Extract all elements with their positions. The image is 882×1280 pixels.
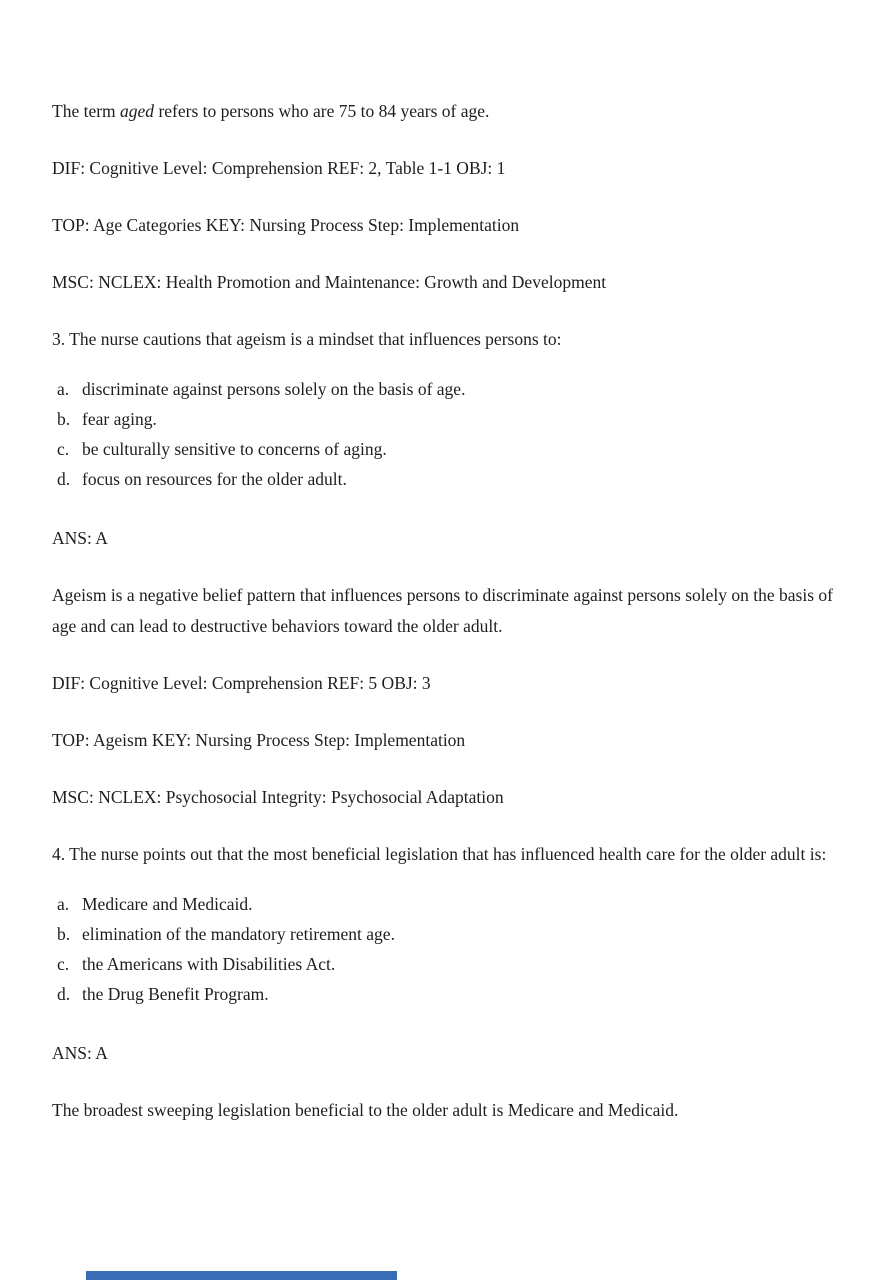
option-text: focus on resources for the older adult. xyxy=(82,469,347,489)
option-row xyxy=(57,949,838,979)
option-text: discriminate against persons solely on the basis of age. xyxy=(82,379,466,399)
question-4-options xyxy=(52,889,838,1009)
option-text: fear aging. xyxy=(82,409,157,429)
intro-suffix: refers to persons who are 75 to 84 years of age. xyxy=(154,101,490,121)
option-row xyxy=(57,889,838,919)
meta-line-msc-q3: MSC: NCLEX: Psychosocial Integrity: Psychosocial Adaptation xyxy=(52,787,504,807)
option-text: elimination of the mandatory retirement age. xyxy=(82,924,395,944)
question-4-stem: 4. The nurse points out that the most beneficial legislation that has influenced health care for the older adult is: xyxy=(52,844,827,864)
option-row xyxy=(57,434,838,464)
meta-line-msc-q2: MSC: NCLEX: Health Promotion and Maintenance: Growth and Development xyxy=(52,272,607,292)
option-row xyxy=(57,374,838,404)
intro-prefix: The term xyxy=(52,101,121,121)
meta-line-top-q2: TOP: Age Categories KEY: Nursing Process Step: Implementation xyxy=(52,215,520,235)
option-text: be culturally sensitive to concerns of aging. xyxy=(82,439,387,459)
option-row xyxy=(57,919,838,949)
answer-line-q4: ANS: A xyxy=(52,1043,108,1063)
rationale-paragraph-q4: The broadest sweeping legislation beneficial to the older adult is Medicare and Medicaid. xyxy=(52,1100,679,1120)
meta-line-dif-q3: DIF: Cognitive Level: Comprehension REF: 5 OBJ: 3 xyxy=(52,673,431,693)
question-3-stem: 3. The nurse cautions that ageism is a mindset that influences persons to: xyxy=(52,329,562,349)
intro-paragraph xyxy=(52,96,838,127)
option-row xyxy=(57,464,838,494)
option-letter: c. xyxy=(57,954,70,974)
rationale-paragraph-q3: Ageism is a negative belief pattern that influences persons to discriminate against persons solely on the basis of age and can lead to destructive behaviors toward the older adult. xyxy=(52,585,833,636)
meta-line-dif-q2: DIF: Cognitive Level: Comprehension REF: 2, Table 1-1 OBJ: 1 xyxy=(52,158,506,178)
page-bottom-accent-bar xyxy=(86,1271,397,1280)
option-letter: d. xyxy=(57,984,71,1004)
option-text: the Americans with Disabilities Act. xyxy=(82,954,336,974)
option-letter: d. xyxy=(57,469,71,489)
option-letter: c. xyxy=(57,439,70,459)
option-letter: a. xyxy=(57,379,70,399)
question-3-options xyxy=(52,374,838,494)
option-letter: a. xyxy=(57,894,70,914)
option-row xyxy=(57,979,838,1009)
option-text: Medicare and Medicaid. xyxy=(82,894,253,914)
option-letter: b. xyxy=(57,409,71,429)
option-letter: b. xyxy=(57,924,71,944)
meta-line-top-q3: TOP: Ageism KEY: Nursing Process Step: Implementation xyxy=(52,730,466,750)
option-row xyxy=(57,404,838,434)
option-text: the Drug Benefit Program. xyxy=(82,984,269,1004)
intro-italic-term: aged xyxy=(120,101,155,121)
answer-line-q3: ANS: A xyxy=(52,528,108,548)
